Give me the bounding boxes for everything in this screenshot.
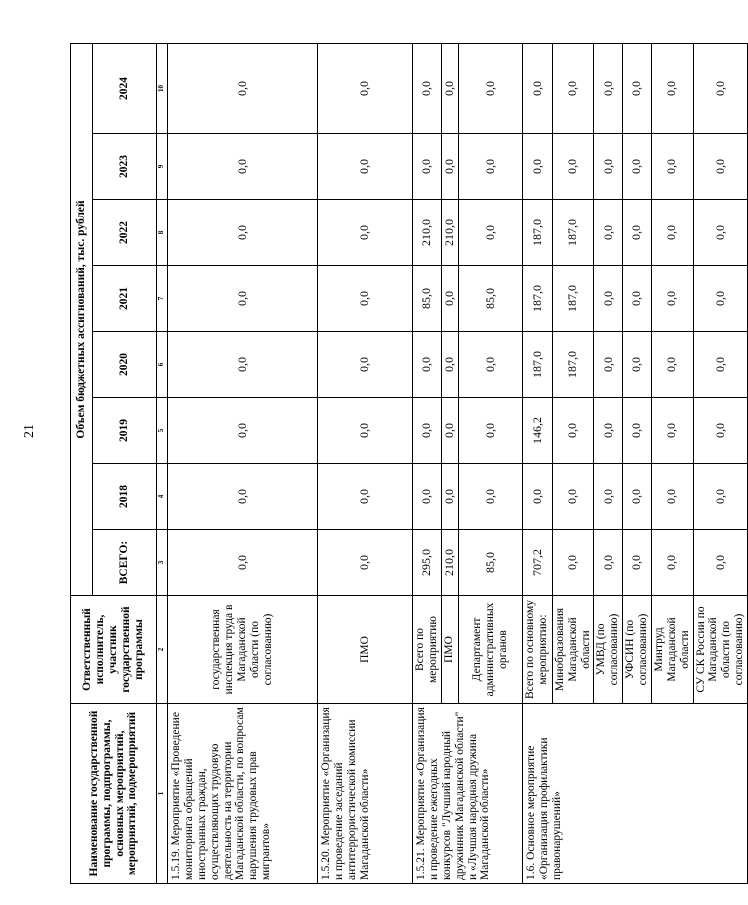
- header-year: 2019: [93, 398, 157, 464]
- year-value-cell: 0,0: [522, 464, 552, 530]
- year-value-cell: 0,0: [651, 464, 693, 530]
- table-row: [413, 44, 442, 884]
- year-value-cell: 0,0: [441, 398, 458, 464]
- year-value-cell: 0,0: [441, 134, 458, 200]
- year-value-cell: 0,0: [413, 464, 442, 530]
- responsible-cell: Всего по основному мероприятию:: [522, 596, 552, 704]
- column-index: 5: [157, 398, 168, 464]
- year-value-cell: 0,0: [651, 44, 693, 134]
- header-responsible: Ответственный исполнитель, участник государственной программы: [71, 596, 157, 704]
- year-value-cell: 0,0: [168, 44, 318, 134]
- column-index: 1: [157, 704, 168, 884]
- year-value-cell: 0,0: [623, 464, 652, 530]
- year-value-cell: 0,0: [318, 44, 413, 134]
- year-value-cell: 0,0: [594, 200, 623, 266]
- responsible-cell: ПМО: [318, 596, 413, 704]
- year-value-cell: 0,0: [552, 44, 594, 134]
- column-index: 7: [157, 266, 168, 332]
- year-value-cell: 0,0: [318, 200, 413, 266]
- year-value-cell: 0,0: [693, 266, 748, 332]
- year-value-cell: 0,0: [441, 266, 458, 332]
- event-name-cell: 1.6. Основное мероприятие «Организация профилактики правонарушений»: [522, 704, 747, 884]
- year-value-cell: 0,0: [318, 332, 413, 398]
- responsible-cell: Всего по мероприятию: [413, 596, 442, 704]
- table-row: [168, 44, 318, 884]
- column-index: 8: [157, 200, 168, 266]
- year-value-cell: 0,0: [318, 134, 413, 200]
- year-value-cell: 0,0: [458, 44, 522, 134]
- year-value-cell: 0,0: [413, 134, 442, 200]
- table-row: [318, 44, 413, 884]
- year-value-cell: 0,0: [651, 332, 693, 398]
- year-value-cell: 0,0: [413, 398, 442, 464]
- total-cell: 85,0: [458, 530, 522, 596]
- year-value-cell: 0,0: [623, 398, 652, 464]
- responsible-cell: Минобразования Магаданской области: [552, 596, 594, 704]
- year-value-cell: 0,0: [413, 332, 442, 398]
- header-total: ВСЕГО:: [93, 530, 157, 596]
- column-index: 10: [157, 44, 168, 134]
- year-value-cell: 0,0: [623, 200, 652, 266]
- year-value-cell: 0,0: [318, 398, 413, 464]
- column-index: 3: [157, 530, 168, 596]
- year-value-cell: 0,0: [693, 398, 748, 464]
- year-value-cell: 0,0: [168, 332, 318, 398]
- event-name-cell: 1.5.21. Мероприятие «Организация и проведение ежегодных конкурсов "Лучший народный дружинник Магаданской области" и «Лучшая народная дружина Магаданской области»: [413, 704, 523, 884]
- year-value-cell: 0,0: [693, 332, 748, 398]
- total-cell: 0,0: [168, 530, 318, 596]
- responsible-cell: государственная инспекция труда в Магаданской области (по согласованию): [168, 596, 318, 704]
- total-cell: 295,0: [413, 530, 442, 596]
- year-value-cell: 0,0: [594, 398, 623, 464]
- year-value-cell: 0,0: [168, 266, 318, 332]
- year-value-cell: 0,0: [441, 332, 458, 398]
- column-index: 9: [157, 134, 168, 200]
- year-value-cell: 0,0: [458, 134, 522, 200]
- budget-table-sheet: [70, 44, 746, 884]
- year-value-cell: 0,0: [522, 44, 552, 134]
- year-value-cell: 0,0: [318, 266, 413, 332]
- year-value-cell: 187,0: [522, 200, 552, 266]
- year-value-cell: 85,0: [413, 266, 442, 332]
- year-value-cell: 210,0: [441, 200, 458, 266]
- table-row: [522, 44, 552, 884]
- year-value-cell: 146,2: [522, 398, 552, 464]
- year-value-cell: 0,0: [168, 200, 318, 266]
- year-value-cell: 0,0: [552, 464, 594, 530]
- header-year: 2020: [93, 332, 157, 398]
- year-value-cell: 187,0: [522, 266, 552, 332]
- year-value-cell: 0,0: [651, 398, 693, 464]
- column-index: 2: [157, 596, 168, 704]
- year-value-cell: 0,0: [552, 134, 594, 200]
- year-value-cell: 210,0: [413, 200, 442, 266]
- responsible-cell: Департамент административных органов: [458, 596, 522, 704]
- year-value-cell: 0,0: [552, 398, 594, 464]
- event-name-cell: 1.5.20. Мероприятие «Организация и проведение заседаний антитеррористической комиссии Магаданской области»: [318, 704, 413, 884]
- responsible-cell: Минтруд Магаданской области: [651, 596, 693, 704]
- header-name: Наименование государственной программы, подпрограммы, основных мероприятий, мероприятий, подмероприятий: [71, 704, 157, 884]
- year-value-cell: 187,0: [552, 200, 594, 266]
- year-value-cell: 0,0: [413, 44, 442, 134]
- year-value-cell: 0,0: [623, 332, 652, 398]
- year-value-cell: 0,0: [594, 266, 623, 332]
- year-value-cell: 0,0: [693, 44, 748, 134]
- year-value-cell: 0,0: [623, 134, 652, 200]
- responsible-cell: ПМО: [441, 596, 458, 704]
- column-index: 6: [157, 332, 168, 398]
- year-value-cell: 0,0: [458, 464, 522, 530]
- year-value-cell: 0,0: [168, 134, 318, 200]
- total-cell: 210,0: [441, 530, 458, 596]
- header-budget: Объем бюджетных ассигнований, тыс. рублей: [71, 44, 93, 596]
- year-value-cell: 0,0: [318, 464, 413, 530]
- header-year: 2023: [93, 134, 157, 200]
- year-value-cell: 0,0: [458, 332, 522, 398]
- year-value-cell: 187,0: [552, 266, 594, 332]
- year-value-cell: 0,0: [441, 464, 458, 530]
- year-value-cell: 0,0: [651, 134, 693, 200]
- header-year: 2018: [93, 464, 157, 530]
- year-value-cell: 0,0: [168, 398, 318, 464]
- year-value-cell: 0,0: [458, 200, 522, 266]
- year-value-cell: 85,0: [458, 266, 522, 332]
- year-value-cell: 187,0: [522, 332, 552, 398]
- event-name-cell: 1.5.19. Мероприятие «Проведение мониторинга обращений иностранных граждан, осуществляющих трудовую деятельность на территории Магаданской области, по вопросам нарушения трудовых прав мигрантов»: [168, 704, 318, 884]
- year-value-cell: 0,0: [623, 266, 652, 332]
- year-value-cell: 0,0: [594, 44, 623, 134]
- year-value-cell: 0,0: [651, 266, 693, 332]
- total-cell: 707,2: [522, 530, 552, 596]
- year-value-cell: 0,0: [441, 44, 458, 134]
- year-value-cell: 0,0: [693, 464, 748, 530]
- total-cell: 0,0: [693, 530, 748, 596]
- year-value-cell: 0,0: [594, 464, 623, 530]
- total-cell: 0,0: [651, 530, 693, 596]
- year-value-cell: 0,0: [623, 44, 652, 134]
- page-number: 21: [22, 424, 37, 438]
- year-value-cell: 0,0: [693, 200, 748, 266]
- year-value-cell: 0,0: [594, 332, 623, 398]
- header-year: 2022: [93, 200, 157, 266]
- year-value-cell: 0,0: [594, 134, 623, 200]
- total-cell: 0,0: [318, 530, 413, 596]
- header-year: 2024: [93, 44, 157, 134]
- year-value-cell: 187,0: [552, 332, 594, 398]
- responsible-cell: УФСИН (по согласованию): [623, 596, 652, 704]
- total-cell: 0,0: [623, 530, 652, 596]
- budget-table: [70, 43, 748, 884]
- header-year: 2021: [93, 266, 157, 332]
- year-value-cell: 0,0: [693, 134, 748, 200]
- column-index: 4: [157, 464, 168, 530]
- year-value-cell: 0,0: [651, 200, 693, 266]
- year-value-cell: 0,0: [458, 398, 522, 464]
- total-cell: 0,0: [594, 530, 623, 596]
- responsible-cell: СУ СК России по Магаданской области (по согласованию): [693, 596, 748, 704]
- total-cell: 0,0: [552, 530, 594, 596]
- year-value-cell: 0,0: [168, 464, 318, 530]
- responsible-cell: УМВД (по согласованию): [594, 596, 623, 704]
- year-value-cell: 0,0: [522, 134, 552, 200]
